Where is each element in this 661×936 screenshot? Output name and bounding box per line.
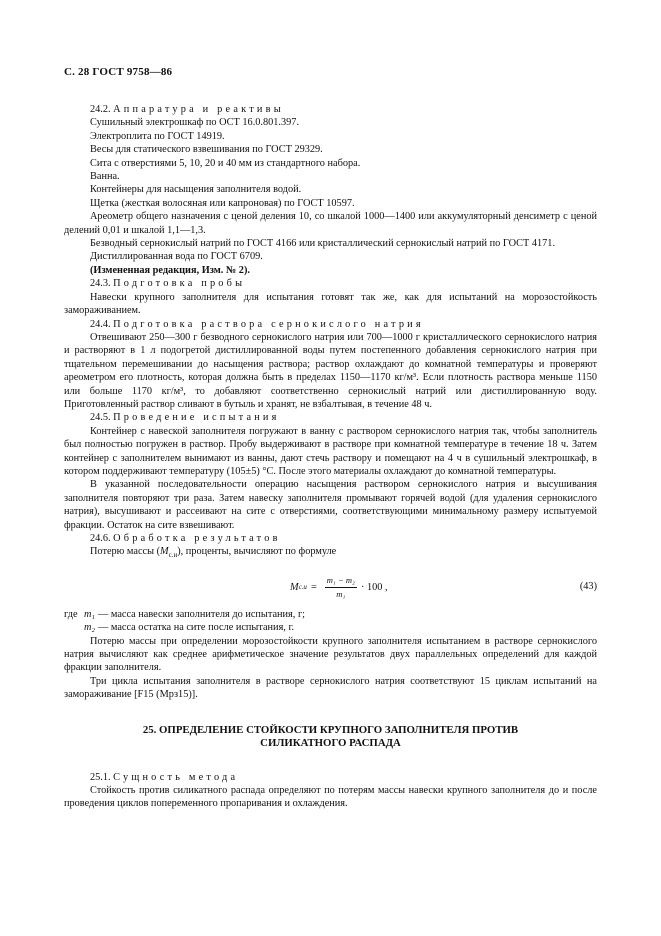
equation-number: (43) xyxy=(579,580,597,592)
paragraph: Отвешивают 250—300 г безводного сернокислого натрия или 700—1000 г кристаллического сернокислого натрия и растворяют в 1 л подогретой дистиллированной воды путем постепенного добавления сернокислого натрия при тщательном перемешивании до насыщения раствора; раствор охлаждают до комнатной температуры и проверяют ареометром его плотность, которая должна быть в пределах 1150—1170 кг/м³. Если плотность раствора меньше 1150 или больше 1170 кг/м³, то добавляют соответственно сернокислый натрий или дистиллированную воду. Приготовленный раствор сливают в бутыль и хранят, не взбалтывая, в течение 48 ч. xyxy=(64,331,597,410)
paragraph: Контейнер с навеской заполнителя погружают в ванну с раствором сернокислого натрия так, чтобы заполнитель был полностью погружен в раствор. Пробу выдерживают в растворе при комнатной температуре в течение 18 ч. Затем контейнер с заполнителем вынимают из ванны, дают стечь раствору и помещают на 4 ч в сушильный электрошкаф, в котором поддерживают температуру (105±5) °С. После этого материалы охлаждают до комнатной температуры. xyxy=(64,425,597,477)
page-header: С. 28 ГОСТ 9758—86 xyxy=(64,66,173,78)
section-number: 24.5. xyxy=(90,412,111,424)
section-number: 24.3. xyxy=(90,278,111,290)
section-number: 24.6. xyxy=(90,533,111,544)
equipment-item: Электроплита по ГОСТ 14919. xyxy=(90,130,225,142)
section-title: Аппаратура и реактивы xyxy=(113,104,284,115)
section-title: Сущность метода xyxy=(113,771,239,783)
legend-row: где m₁ — масса навески заполнителя до испытания, г; xyxy=(64,608,306,620)
paragraph: Потерю массы при определении морозостойкости крупного заполнителя испытанием в растворе сернокислого натрия вычисляют как среднее арифметическое значение результатов двух параллельных определений для каждой фракции заполнителя. xyxy=(64,635,597,674)
equipment-item: Контейнеры для насыщения заполнителя водой. xyxy=(90,184,302,196)
formula-fraction: $\frac{\text{m₁ − m₂}}{\text{m₁}}$ xyxy=(326,574,355,600)
section-number: 25.1. xyxy=(90,771,111,783)
legend-row: m₂ — масса остатка на сите после испытания, г. xyxy=(84,622,295,634)
section-number: 24.2. xyxy=(90,104,111,115)
section-title: Подготовка пробы xyxy=(113,278,246,290)
paragraph: Стойкость против силикатного распада определяют по потерям массы навески крупного заполнителя до и после проведения циклов попеременного пропаривания и охлаждения. xyxy=(64,784,597,810)
paragraph: Навески крупного заполнителя для испытания готовят так же, как для испытаний на морозостойкость замораживанием. xyxy=(64,291,597,317)
section-title: Проведение испытания xyxy=(113,412,280,424)
paragraph: В указанной последовательности операцию насыщения раствором сернокислого натрия и высушивания заполнителя повторяют три раза. Затем навеску заполнителя промывают горячей водой (для удаления сернокислого натрия), высушивают и рассеивают на сите с отверстиями, соответствующими минимальному размеру испытуемой фракции. Остаток на сите взвешивают. xyxy=(64,479,597,531)
sulfate-item: Безводный сернокислый натрий по ГОСТ 4166 или кристаллический сернокислый натрий по ГОСТ 4171. xyxy=(90,238,556,250)
variable-legend xyxy=(64,608,597,635)
document-body xyxy=(64,103,597,811)
section-24-6-heading xyxy=(90,532,597,545)
formula: M с.и = $\frac{\text{m₁ − m₂}}{\text{m₁}}$ · 100 , xyxy=(290,574,388,602)
section-25-1-heading xyxy=(90,771,597,784)
section-title: Подготовка раствора сернокислого натрия xyxy=(113,318,424,330)
section-24-5-heading xyxy=(90,411,597,424)
section-number: 24.4. xyxy=(90,318,111,330)
revision-note: (Измененная редакция, Изм. № 2). xyxy=(90,264,250,276)
section-24-4-heading xyxy=(90,318,597,331)
equipment-item: Сита с отверстиями 5, 10, 20 и 40 мм из стандартного набора. xyxy=(90,157,361,169)
formula-block xyxy=(90,572,597,602)
formula-lhs: M xyxy=(290,582,299,594)
section-title: Обработка результатов xyxy=(113,533,281,544)
formula-intro: Потерю массы $(M_{с.и})$, проценты, вычисляют по формуле xyxy=(90,546,337,560)
equipment-item: Сушильный электрошкаф по ОСТ 16.0.801.397. xyxy=(90,117,300,129)
water-item: Дистиллированная вода по ГОСТ 6709. xyxy=(90,251,263,263)
paragraph: Три цикла испытания заполнителя в растворе сернокислого натрия соответствуют 15 циклам испытаний на замораживание [F15 (Мрз15)]. xyxy=(64,675,597,701)
section-24-2-heading xyxy=(90,103,597,116)
equipment-item: Ванна. xyxy=(90,171,120,183)
equipment-item: Щетка (жесткая волосяная или капроновая) по ГОСТ 10597. xyxy=(90,197,355,209)
areometer-item: Ареометр общего назначения с ценой деления 10, со шкалой 1000—1400 или аккумуляторный денсиметр с ценой делений 0,01 и шкалой 1,1—1,3. xyxy=(64,211,597,236)
equipment-item: Весы для статического взвешивания по ГОСТ 29329. xyxy=(90,144,323,156)
section-25-title: 25. ОПРЕДЕЛЕНИЕ СТОЙКОСТИ КРУПНОГО ЗАПОЛНИТЕЛЯ ПРОТИВ СИЛИКАТНОГО РАСПАДА xyxy=(142,723,519,750)
section-24-3-heading xyxy=(90,277,597,290)
